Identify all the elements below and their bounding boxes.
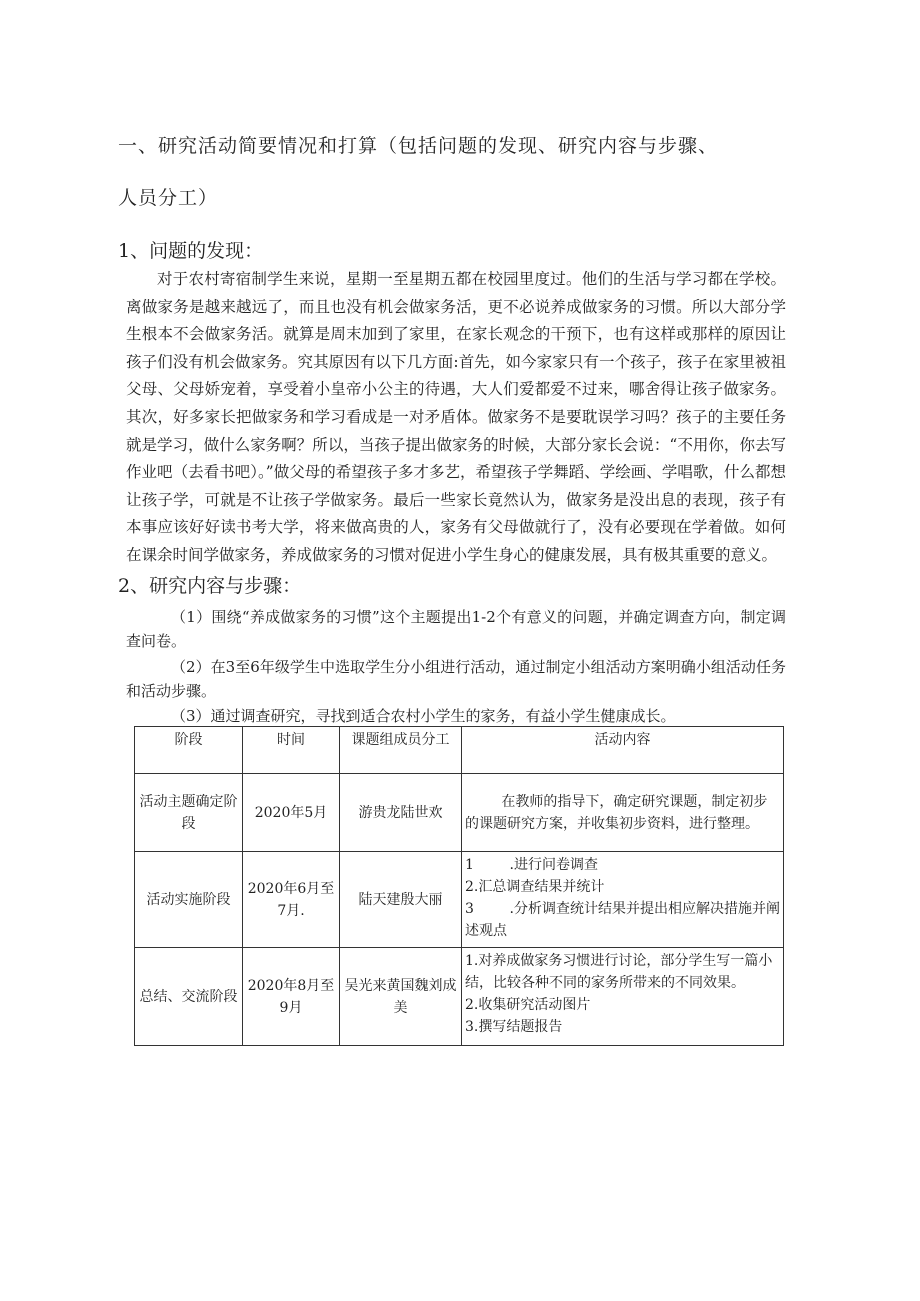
row-members: 吴光来黄国魏刘成美 (340, 948, 462, 1046)
row-time: 2020年6月至7月. (243, 852, 340, 948)
research-step-2: （2）在3至6年级学生中选取学生分小组进行活动，通过制定小组活动方案明确小组活动任务和活动步骤。 (126, 658, 786, 700)
table-row (135, 948, 784, 1046)
row-time: 2020年8月至9月 (243, 948, 340, 1046)
content-line: 2.收集研究活动图片 (465, 997, 591, 1013)
research-heading: 2、研究内容与步骤： (118, 575, 302, 597)
row-members: 游贵龙陆世欢 (340, 774, 462, 852)
row-time: 2020年5月 (243, 774, 340, 852)
row-content (462, 774, 784, 852)
content-line: 在教师的指导下，确定研究课题，制定初步的课题研究方案，并收集初步资料，进行整理。 (465, 793, 768, 832)
research-step-1: （1）围绕“养成做家务的习惯”这个主题提出1-2个有意义的问题，并确定调查方向，制定调查问卷。 (126, 608, 786, 650)
row-content (462, 852, 784, 948)
content-line: 2.汇总调查结果并统计 (465, 879, 605, 895)
header-content: 活动内容 (462, 727, 784, 774)
table-header-row (135, 727, 784, 774)
discovery-paragraph: 对于农村寄宿制学生来说，星期一至星期五都在校园里度过。他们的生活与学习都在学校。离做家务是越来越远了，而且也没有机会做家务活，更不必说养成做家务的习惯。所以大部分学生根本不会做家务活。就算是周末加到了家里，在家长观念的干预下，也有这样或那样的原因让孩子们没有机会做家务。究其原因有以下几方面:首先，如今家家只有一个孩子，孩子在家里被祖父母、父母娇宠着，享受着小皇帝小公主的待遇，大人们爱都爱不过来，哪舍得让孩子做家务。其次，好多家长把做家务和学习看成是一对矛盾体。做家务不是要耽误学习吗？孩子的主要任务就是学习，做什么家务啊？所以，当孩子提出做家务的时候，大部分家长会说：“不用你，你去写作业吧（去看书吧）。”做父母的希望孩子多才多艺，希望孩子学舞蹈、学绘画、学唱歌，什么都想让孩子学，可就是不让孩子学做家务。最后一些家长竟然认为，做家务是没出息的表现，孩子有本事应该好好读书考大学，将来做高贵的人，家务有父母做就行了，没有必要现在学着做。如何在课余时间学做家务，养成做家务的习惯对促进小学生身心的健康发展，具有极其重要的意义。 (126, 270, 786, 564)
content-line: 1.对养成做家务习惯进行讨论，部分学生写一篇小结，比较各种不同的家务所带来的不同效果。 (465, 953, 773, 991)
header-time: 时间 (243, 727, 340, 774)
section-title-line-1: 一、研究活动简要情况和打算（包括问题的发现、研究内容与步骤、 (118, 135, 719, 157)
section-title-line-2: 人员分工） (118, 187, 219, 209)
discovery-heading: 1、问题的发现： (118, 240, 264, 262)
row-content (462, 948, 784, 1046)
row-members: 陆天建殷大丽 (340, 852, 462, 948)
content-line: 3 .分析调查统计结果并提出相应解决措施并阐述观点 (465, 901, 780, 939)
content-line: 1 .进行问卷调查 (465, 857, 598, 873)
table-row (135, 774, 784, 852)
header-stage: 阶段 (135, 727, 243, 774)
header-members: 课题组成员分工 (340, 727, 462, 774)
table-row (135, 852, 784, 948)
research-step-3: （3）通过调查研究，寻找到适合农村小学生的家务，有益小学生健康成长。 (171, 707, 676, 725)
plan-table (134, 726, 784, 1046)
row-stage: 活动实施阶段 (135, 852, 243, 948)
row-stage: 总结、交流阶段 (135, 948, 243, 1046)
row-stage: 活动主题确定阶段 (135, 774, 243, 852)
content-line: 3.撰写结题报告 (465, 1019, 563, 1035)
